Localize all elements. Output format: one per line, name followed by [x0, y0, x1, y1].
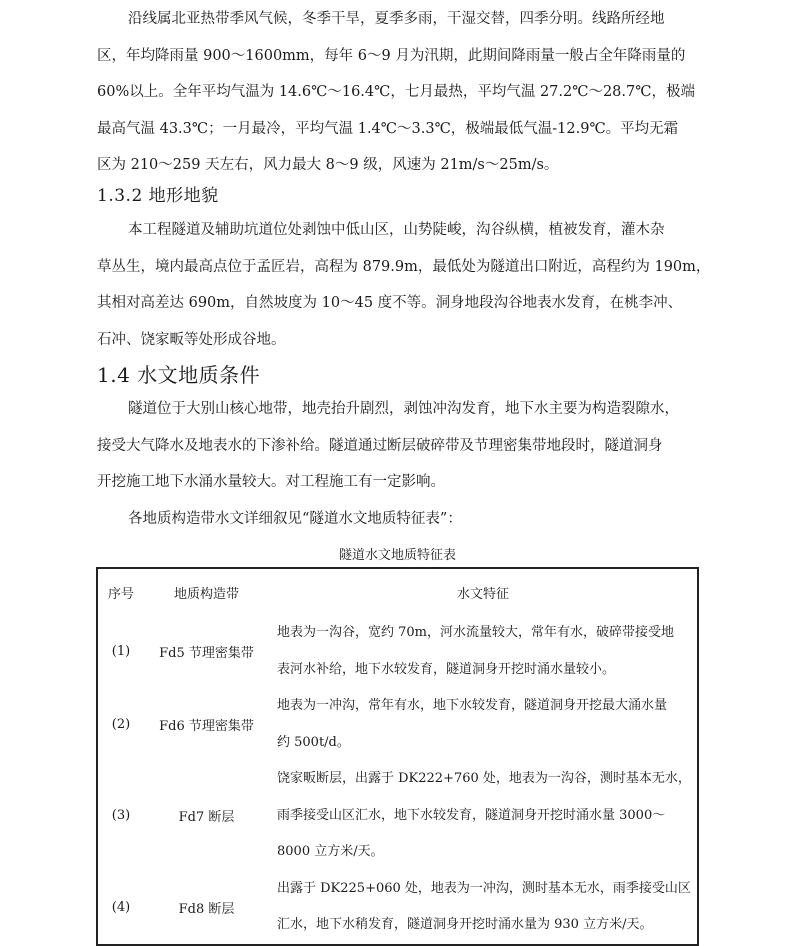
feature-line: 雨季接受山区汇水，地下水较发育，隧道洞身开挖时涌水量 3000～	[277, 807, 666, 823]
feature-line: 饶家畈断层，出露于 DK222+760 处，地表为一沟谷，测时基本无水，	[277, 771, 691, 786]
table-intro-line: 各地质构造带水文详细叙见“隧道水文地质特征表”：	[128, 510, 462, 527]
paragraph-line: 开挖施工地下水涌水量较大。对工程施工有一定影响。	[97, 474, 445, 490]
feature-line: 表河水补给，地下水较发育，隧道洞身开挖时涌水量较小。	[277, 661, 616, 677]
header-no: 序号	[107, 586, 134, 602]
paragraph-line: 区为 210～259 天左右，风力最大 8～9 级，风速为 21m/s～25m/s。	[97, 157, 559, 173]
row-no: (4)	[111, 899, 131, 915]
row-no: (1)	[111, 644, 131, 659]
paragraph-line: 60%以上。全年平均气温为 14.6℃～16.4℃，七月最热，平均气温 27.2℃～28.7℃，极端	[97, 84, 695, 100]
hydro-feature-table	[96, 567, 699, 946]
hydrogeology-paragraph	[97, 391, 722, 537]
header-feature: 水文特征	[456, 586, 509, 602]
paragraph-line: 隧道位于大别山核心地带，地壳抬升剧烈，剥蚀冲沟发育，地下水主要为构造裂隙水，	[128, 401, 679, 417]
climate-paragraph	[97, 1, 722, 184]
feature-line: 地表为一沟谷，宽约 70m，河水流量较大，常年有水，破碎带接受地	[277, 625, 675, 640]
row-no: (2)	[111, 717, 131, 732]
row-no: (3)	[111, 808, 131, 824]
row-zone: Fd5 节理密集带	[159, 646, 254, 661]
paragraph-line: 接受大气降水及地表水的下渗补给。隧道通过断层破碎带及节理密集带地段时，隧道洞身	[97, 437, 663, 454]
row-feature	[269, 688, 698, 761]
paragraph-line: 区，年均降雨量 900～1600mm，每年 6～9 月为汛期，此期间降雨量一般占全年降雨量的	[97, 47, 686, 64]
row-feature	[269, 761, 698, 871]
table-row	[97, 761, 698, 871]
header-zone: 地质构造带	[173, 586, 239, 602]
table-caption: 隧道水文地质特征表	[338, 548, 456, 563]
row-feature	[269, 615, 698, 688]
row-zone: Fd7 断层	[178, 810, 235, 826]
feature-line: 约 500t/d。	[277, 734, 350, 750]
section-heading-terrain: 1.3.2 地形地貌	[97, 186, 219, 206]
row-zone: Fd6 节理密集带	[159, 719, 254, 734]
terrain-paragraph	[97, 212, 722, 358]
feature-line: 8000 立方米/天。	[277, 844, 384, 859]
feature-line: 地表为一冲沟，常年有水，地下水较发育，隧道洞身开挖最大涌水量	[277, 698, 668, 713]
paragraph-line: 其相对高差达 690m，自然坡度为 10～45 度不等。洞身地段沟谷地表水发育，在桃李冲、	[97, 295, 683, 311]
paragraph-line: 最高气温 43.3℃；一月最冷，平均气温 1.4℃～3.3℃，极端最低气温-12.9℃。平均无霜	[97, 120, 679, 137]
feature-line: 出露于 DK225+060 处，地表为一冲沟，测时基本无水，雨季接受山区	[277, 880, 691, 896]
row-zone: Fd8 断层	[178, 901, 235, 917]
feature-line: 汇水，地下水稍发育，隧道洞身开挖时涌水量为 930 立方米/天。	[277, 917, 653, 932]
table-row	[97, 615, 698, 688]
table-row	[97, 871, 698, 945]
table-row	[97, 688, 698, 761]
table-header-row	[97, 568, 698, 615]
paragraph-line: 本工程隧道及辅助坑道位处剥蚀中低山区，山势陡峻，沟谷纵横，植被发育，灌木杂	[128, 222, 665, 238]
paragraph-line: 草丛生，境内最高点位于孟匠岩，高程为 879.9m，最低处为隧道出口附近，高程约为 190m，	[97, 258, 711, 275]
row-feature	[269, 871, 698, 945]
paragraph-line: 石冲、饶家畈等处形成谷地。	[97, 331, 286, 348]
paragraph-line: 沿线属北亚热带季风气候，冬季干旱，夏季多雨，干湿交替，四季分明。线路所经地	[128, 11, 665, 27]
section-heading-hydrogeology: 1.4 水文地质条件	[97, 363, 261, 387]
